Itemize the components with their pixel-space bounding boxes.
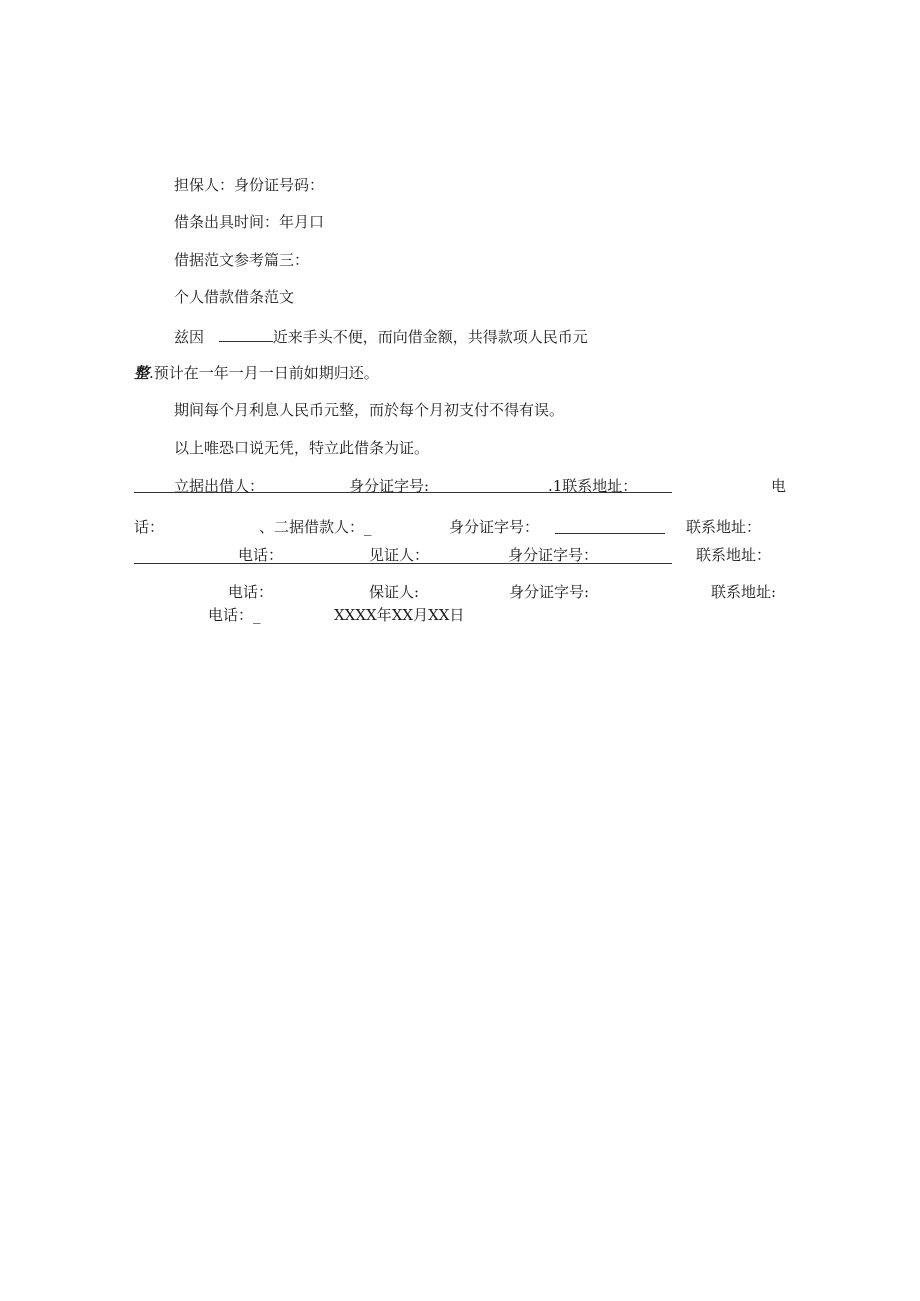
witness-id-label: 身分证字号： xyxy=(508,546,599,564)
guarantor-line: 担保人：身份证号码： xyxy=(174,176,325,194)
reason-blank xyxy=(219,327,273,342)
guarantor-phone-label: 电话：_ xyxy=(208,606,261,624)
body-line-4: 以上唯恐口说无凭，特立此借条为证。 xyxy=(174,439,430,457)
witness-address-label: 联系地址： xyxy=(696,546,772,564)
guarantor-address-label: 联系地址: xyxy=(711,583,777,601)
issue-time-line: 借条出具时间：年月口 xyxy=(174,213,325,231)
borrower-label: 、二据借款人：_ xyxy=(259,518,372,536)
body-line-1-rest: 近来手头不便，而向借金额，共得款项人民币元 xyxy=(272,328,588,346)
body-line-2-rest: .预计在一年一月一日前如期归还。 xyxy=(149,364,379,382)
signing-date: XXXX年XX月XX日 xyxy=(334,606,465,624)
personal-loan-title: 个人借款借条范文 xyxy=(174,288,295,306)
body-line-1-start: 兹因 xyxy=(174,328,205,346)
lender-label: 立据出借人： xyxy=(174,477,265,495)
borrower-id-label: 身分证字号： xyxy=(449,518,540,536)
witness-label: 见证人： xyxy=(369,546,430,564)
witness-phone-label: 电话： xyxy=(228,583,274,601)
borrower-phone-label: 电话： xyxy=(238,546,284,564)
body-line-2 xyxy=(134,364,379,382)
borrower-id-blank xyxy=(555,519,665,534)
body-line-2-bold: 整 xyxy=(134,364,150,382)
lender-phone-end: 话： xyxy=(134,518,165,536)
signature-rule-2 xyxy=(134,563,672,564)
guarantor-id-label: 身分证字号: xyxy=(509,583,590,601)
guarantor-label: 保证人: xyxy=(369,583,420,601)
lender-phone-start: 电 xyxy=(771,477,787,495)
body-line-3: 期间每个月利息人民币元整，而於每个月初支付不得有误。 xyxy=(174,401,565,419)
lender-address-label: .1联系地址： xyxy=(548,477,638,495)
body-line-1 xyxy=(174,327,588,346)
lender-id-label: 身分证字号: xyxy=(349,477,430,495)
signature-rule-1 xyxy=(134,492,672,493)
borrower-address-label: 联系地址： xyxy=(686,518,762,536)
reference-title: 借据范文参考篇三： xyxy=(174,251,310,269)
